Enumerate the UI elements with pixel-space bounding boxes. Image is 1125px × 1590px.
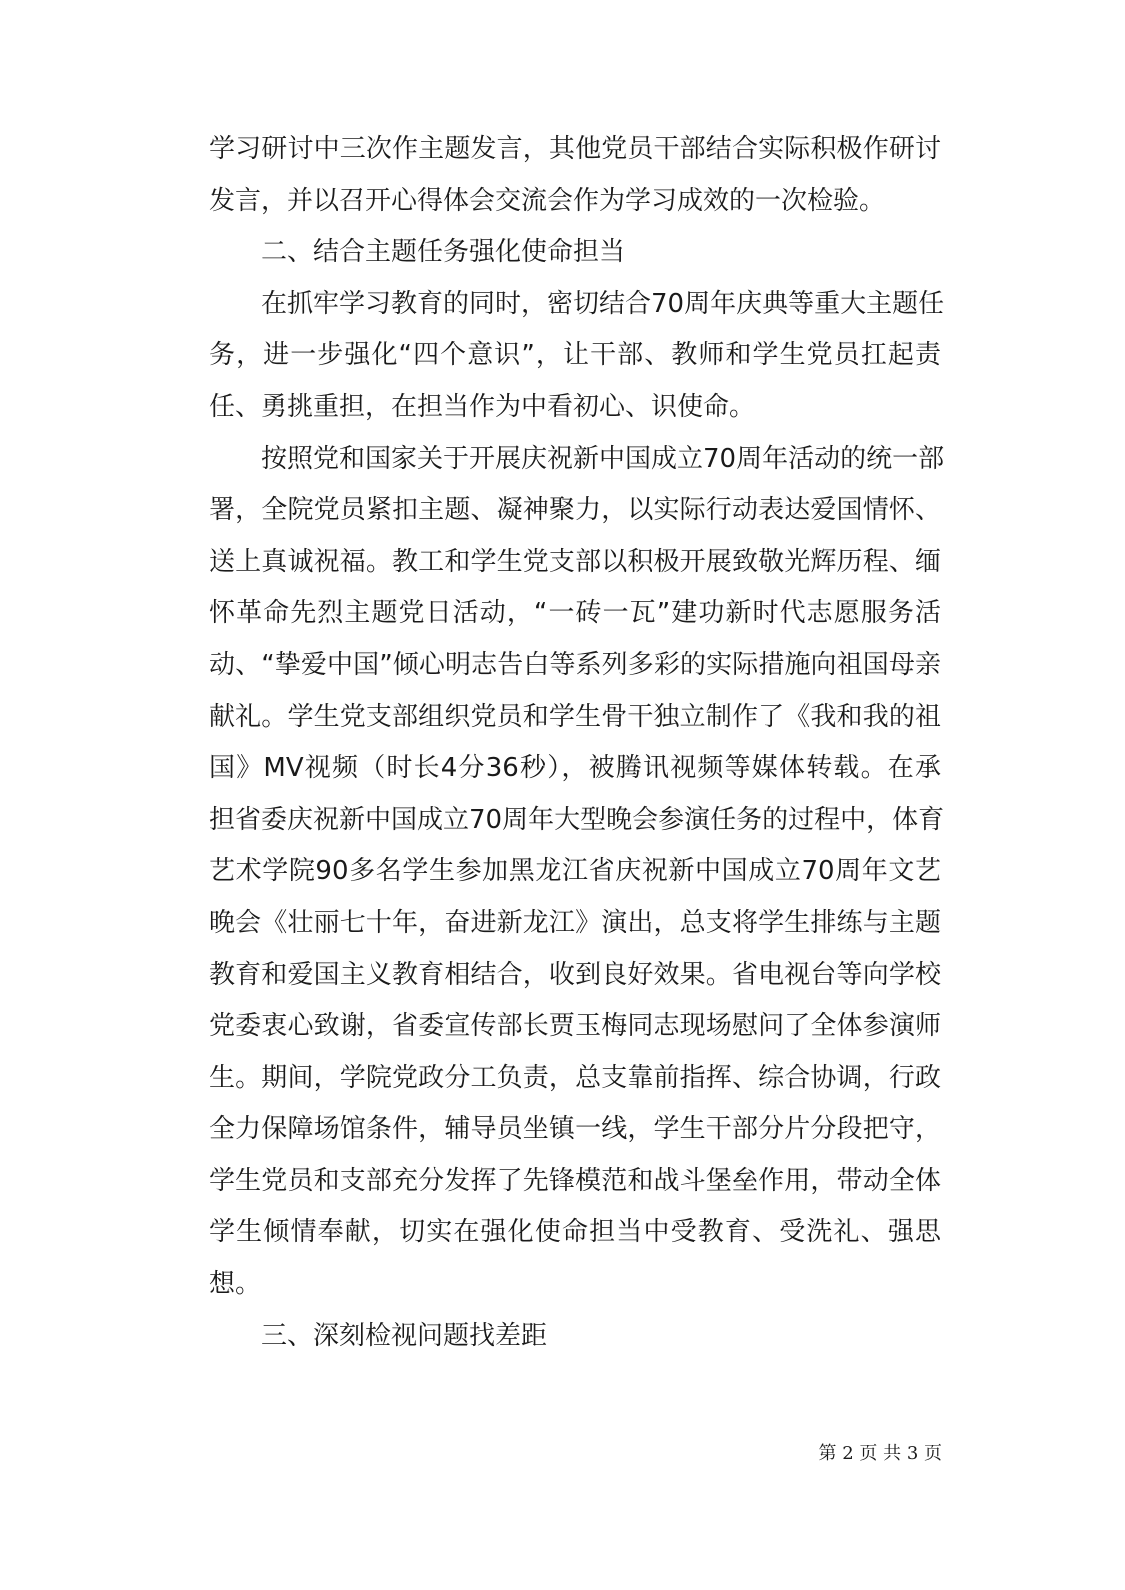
paragraph-line: 怀革命先烈主题党日活动，“一砖一瓦”建功新时代志愿服务活 (209, 598, 941, 629)
paragraph-line: 教育和爱国主义教育相结合，收到良好效果。省电视台等向学校 (209, 959, 941, 990)
paragraph-line: 署，全院党员紧扣主题、凝神聚力，以实际行动表达爱国情怀、 (209, 495, 941, 526)
paragraph-line: 学生党员和支部充分发挥了先锋模范和战斗堡垒作用，带动全体 (209, 1165, 941, 1196)
paragraph-line: 担省委庆祝新中国成立70周年大型晚会参演任务的过程中，体育 (209, 804, 945, 835)
paragraph-line: 想。 (209, 1269, 262, 1300)
section-heading: 二、结合主题任务强化使命担当 (261, 237, 626, 268)
section-heading: 三、深刻检视问题找差距 (261, 1320, 548, 1351)
paragraph-line: 动、“挚爱中国”倾心明志告白等系列多彩的实际措施向祖国母亲 (209, 649, 941, 680)
document-body (209, 124, 945, 1362)
paragraph-line: 献礼。学生党支部组织党员和学生骨干独立制作了《我和我的祖 (209, 701, 941, 732)
paragraph-line: 学习研讨中三次作主题发言，其他党员干部结合实际积极作研讨 (209, 134, 941, 164)
paragraph-line: 按照党和国家关于开展庆祝新中国成立70周年活动的统一部 (261, 443, 945, 474)
paragraph-line: 在抓牢学习教育的同时，密切结合70周年庆典等重大主题任 (261, 288, 945, 319)
paragraph-line: 发言，并以召开心得体会交流会作为学习成效的一次检验。 (209, 185, 886, 216)
page-number: 第 2 页 共 3 页 (818, 1443, 942, 1464)
paragraph-line: 党委衷心致谢，省委宣传部长贾玉梅同志现场慰问了全体参演师 (209, 1011, 941, 1042)
paragraph-line: 国》MV视频（时长4分36秒），被腾讯视频等媒体转载。在承 (209, 753, 941, 784)
paragraph-line: 生。期间，学院党政分工负责，总支靠前指挥、综合协调，行政 (209, 1062, 941, 1093)
paragraph-line: 送上真诚祝福。教工和学生党支部以积极开展致敬光辉历程、缅 (209, 546, 941, 577)
paragraph-line: 艺术学院90多名学生参加黑龙江省庆祝新中国成立70周年文艺 (209, 856, 941, 887)
paragraph-line: 晚会《壮丽七十年，奋进新龙江》演出，总支将学生排练与主题 (209, 907, 941, 938)
paragraph-line: 全力保障场馆条件，辅导员坐镇一线，学生干部分片分段把守， (209, 1114, 941, 1145)
paragraph-line: 务，进一步强化“四个意识”，让干部、教师和学生党员扛起责 (209, 340, 941, 371)
paragraph-line: 学生倾情奉献，切实在强化使命担当中受教育、受洗礼、强思 (209, 1217, 941, 1248)
paragraph-line: 任、勇挑重担，在担当作为中看初心、识使命。 (209, 391, 756, 422)
